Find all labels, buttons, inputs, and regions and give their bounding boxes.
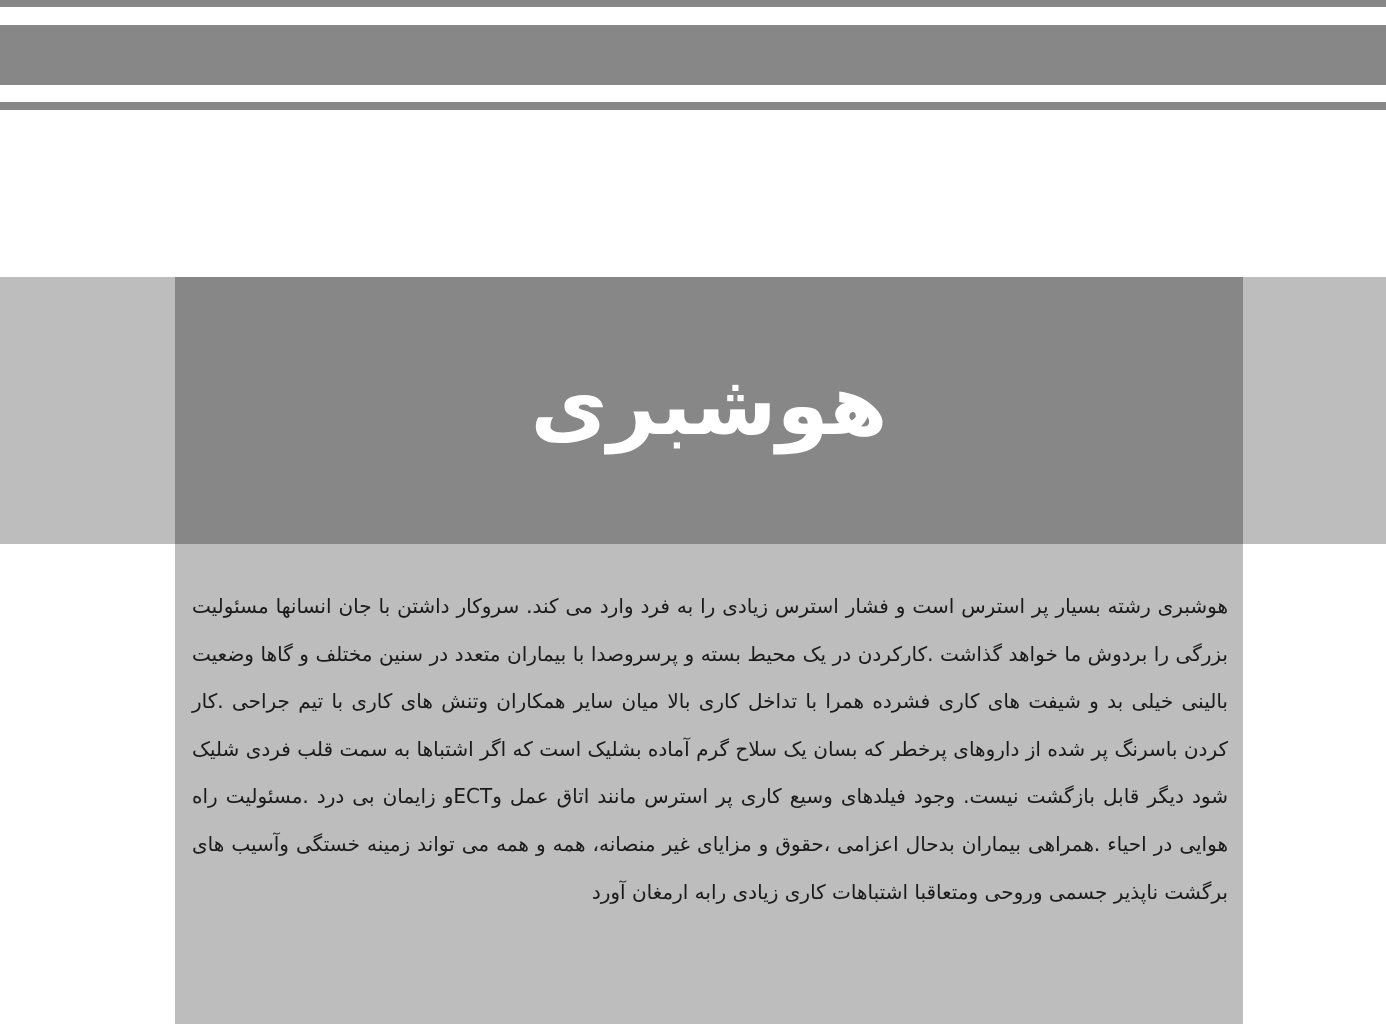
title-box	[175, 277, 1243, 544]
header-stripe-top	[0, 0, 1386, 7]
page-title: هوشبری	[530, 355, 888, 454]
header-stripe-bottom	[0, 102, 1386, 110]
title-band-left	[0, 277, 175, 544]
header-stripe-wide	[0, 25, 1386, 85]
body-paragraph: هوشبری رشته بسیار پر استرس است و فشار استرس زیادی را به فرد وارد می کند. سروکار داشتن با جان انسانها مسئولیت بزرگی را بردوش ما خواهد گذاشت .کارکردن در یک محیط بسته و پرسروصدا با بیماران متعدد در سنین مختلف و گاها وضعیت بالینی خیلی بد و شیفت های کاری فشرده همرا با تداخل کاری بالا میان سایر همکاران وتنش های کاری با تیم جراحی .کار کردن باسرنگ پر شده از داروهای پرخطر که بسان یک سلاح گرم آماده بشلیک است که اگر اشتباها به سمت قلب فردی شلیک شود دیگر قابل بازگشت نیست. وجود فیلدهای وسیع کاری پر استرس مانند اتاق عمل وECTو زایمان بی درد .مسئولیت راه هوایی در احیاء .همراهی بیماران بدحال اعزامی ،حقوق و مزایای غیر منصانه، همه و همه می تواند زمینه خستگی وآسیب های برگشت ناپذیر جسمی وروحی ومتعاقبا اشتباهات کاری زیادی رابه ارمغان آورد	[192, 594, 1228, 904]
title-band-right	[1243, 277, 1386, 544]
